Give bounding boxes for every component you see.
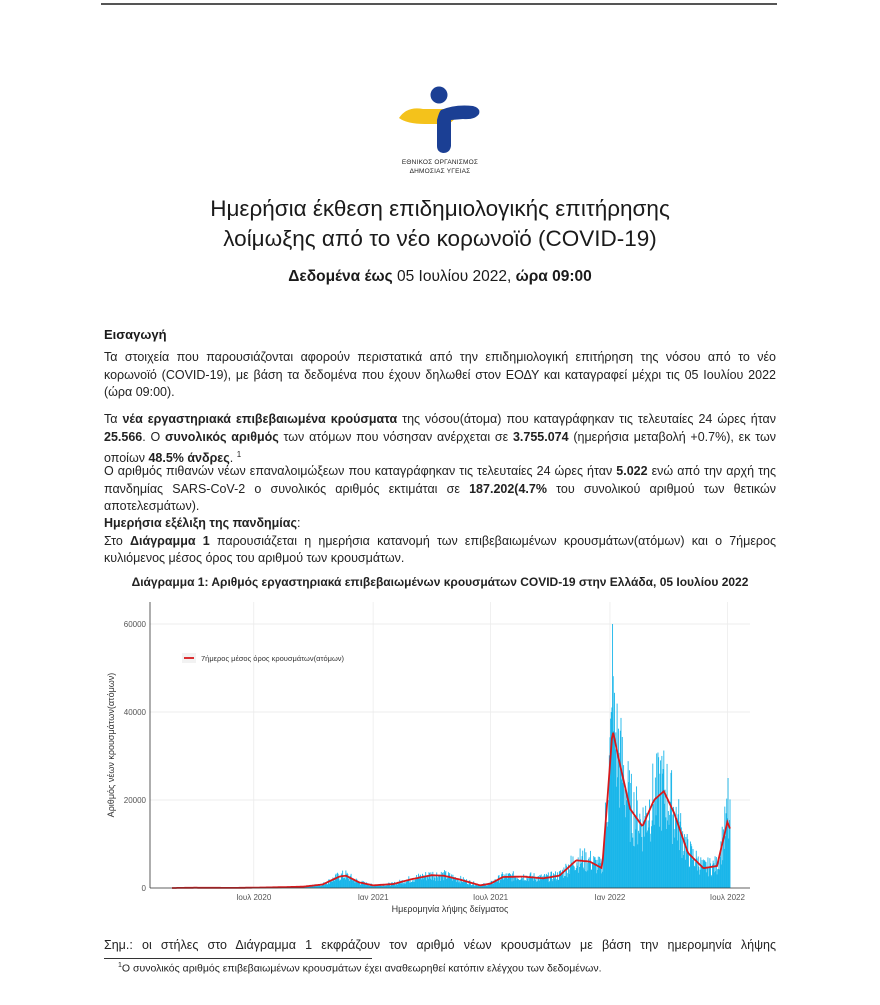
cases-text-4: των ατόμων που νόσησαν ανέρχεται σε [278, 429, 513, 444]
total-reinfections-value: 187.202(4.7% [469, 481, 547, 496]
x-tick-label: Ιαν 2021 [357, 893, 389, 902]
data-date-line [100, 268, 780, 286]
cases-new-label: νέα εργαστηριακά επιβεβαιωμένα κρούσματα [122, 412, 398, 426]
report-title [100, 194, 780, 254]
daily-heading-colon: : [296, 516, 301, 530]
y-tick-label: 40000 [123, 708, 146, 717]
x-tick-label: Ιουλ 2021 [473, 893, 509, 902]
y-tick-label: 60000 [123, 620, 146, 629]
reinf-text-2: ενώ από την αρχή της πανδημίας SARS-CoV-2 ο συνολικός αριθμός εκτιμάται σε [104, 464, 777, 496]
y-tick-label: 20000 [123, 796, 146, 805]
intro-paragraph: Τα στοιχεία που παρουσιάζονται αφορούν περιστατικά από την επιδημιολογική επιτήρηση της νόσου από το νέο κορωνοϊό (COVID-19), με βάση τα δεδομένα που έχουν δηλωθεί στον ΕΟΔΥ και καταγραφεί μέχρι τις 05 Ιουλίου 2022 (ώρα 09:00). [104, 350, 776, 399]
chart-legend [182, 653, 345, 663]
daily-heading: Ημερήσια εξέλιξη της πανδημίας [104, 516, 297, 530]
cases-text-3: . Ο [142, 429, 165, 444]
intro-heading: Εισαγωγή [104, 327, 167, 342]
cases-text-1: Τα [104, 412, 123, 426]
daily-text-1: Στο [104, 533, 131, 548]
reinfections-paragraph [104, 463, 776, 516]
time-label: ώρα 09:00 [515, 268, 592, 285]
org-name-line2: ΔΗΜΟΣΙΑΣ ΥΓΕΙΑΣ [409, 168, 471, 175]
x-tick-label: Ιουλ 2022 [709, 893, 745, 902]
org-name-line1: ΕΘΝΙΚΟΣ ΟΡΓΑΝΙΣΜΟΣ [401, 159, 479, 166]
chart-title: Διάγραμμα 1: Αριθμός εργαστηριακά επιβεβαιωμένων κρουσμάτων COVID-19 στην Ελλάδα, 05 Ιουλίου 2022 [131, 575, 749, 589]
x-tick-label: Ιαν 2022 [594, 893, 626, 902]
reinf-text-1: Ο αριθμός πιθανών νέων επαναλοιμώξεων που καταγράφηκαν τις τελευταίες 24 ώρες ήταν [104, 464, 617, 478]
y-axis-title: Αριθμός νέων κρουσμάτων(ατόμων) [106, 672, 116, 818]
reinf-text-3: του συνολικού αριθμού των θετικών αποτελεσμάτων). [104, 481, 777, 513]
footnote-mark: 1 [118, 962, 122, 969]
cases-chart [100, 590, 780, 930]
title-line1: Ημερήσια έκθεση επιδημιολογικής επιτήρησης [210, 196, 670, 221]
daily-paragraph [104, 533, 776, 568]
chart-note: Σημ.: οι στήλες στο Διάγραμμα 1 εκφράζουν τον αριθμό νέων κρουσμάτων με βάση την ημερομηνία λήψης [104, 938, 776, 952]
x-tick-label: Ιουλ 2020 [236, 893, 272, 902]
top-rule [101, 3, 777, 5]
total-cases-value: 3.755.074 [512, 429, 569, 444]
cases-text-5: (ημερήσια μεταβολή +0.7%), εκ των οποίων [104, 429, 776, 466]
footnote-rule [104, 958, 372, 959]
footnote-text: Ο συνολικός αριθμός επιβεβαιωμένων κρουσμάτων έχει αναθεωρηθεί κατόπιν ελέγχου των δεδομένων. [121, 962, 602, 975]
legend-label: 7ήμερος μέσος όρος κρουσμάτων(ατόμων) [201, 654, 345, 663]
chart-reference: Διάγραμμα 1 [130, 533, 210, 548]
total-label: συνολικός αριθμός [165, 429, 279, 444]
date-value: 05 Ιουλίου 2022, [396, 268, 512, 285]
title-line2: λοίμωξης από το νέο κορωνοϊό (COVID-19) [223, 226, 657, 251]
daily-section [104, 515, 776, 568]
new-cases-value: 25.566 [104, 429, 143, 444]
y-tick-label: 0 [141, 884, 146, 893]
cases-text-6: . [229, 451, 237, 466]
footnote [118, 962, 602, 975]
date-prefix: Δεδομένα έως [288, 268, 393, 285]
cases-paragraph [104, 411, 776, 468]
daily-cases-bar [730, 799, 731, 888]
new-reinfections-value: 5.022 [616, 464, 648, 478]
x-axis-title: Ημερομηνία λήψης δείγματος [391, 904, 509, 914]
eody-logo-icon [395, 84, 485, 154]
male-percentage: 48.5% άνδρες [148, 451, 230, 466]
daily-text-2: παρουσιάζεται η ημερήσια κατανομή των επιβεβαιωμένων κρουσμάτων(ατόμων) και ο 7ήμερος κυλιόμενος μέσος όρος του αριθμού των κρουσμάτων. [104, 533, 776, 565]
cases-text-2: της νόσου(άτομα) που καταγράφηκαν τις τελευταίες 24 ώρες ήταν [397, 412, 776, 426]
org-name [380, 158, 500, 176]
footnote-ref: 1 [236, 450, 242, 459]
